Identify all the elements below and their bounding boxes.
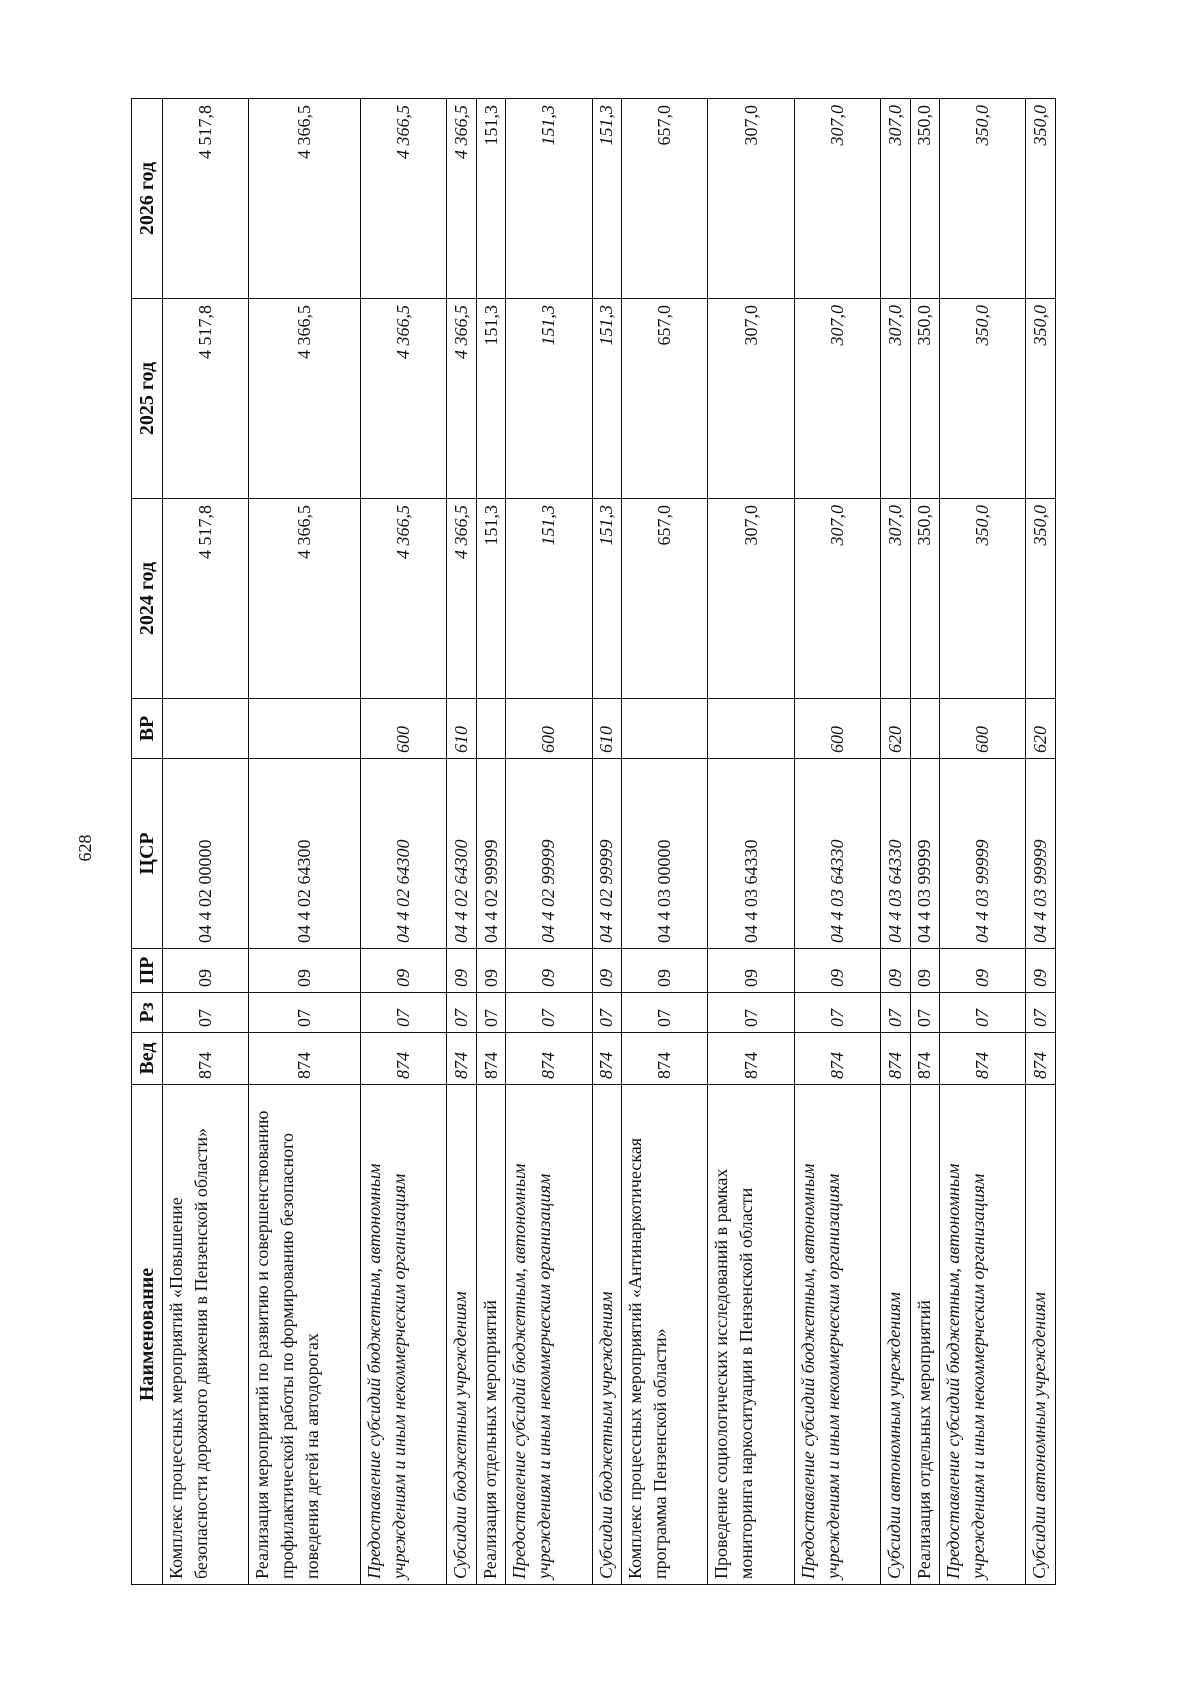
row-csr: 04 4 03 99999 <box>1026 759 1056 949</box>
row-vr <box>708 699 794 759</box>
header-pr: ПР <box>132 949 163 993</box>
row-rz: 07 <box>708 993 794 1033</box>
rotated-table-container <box>131 99 1056 1585</box>
row-2026: 4 366,5 <box>360 99 446 299</box>
row-2026: 151,3 <box>592 99 621 299</box>
row-2025: 350,0 <box>910 299 939 499</box>
table-row <box>476 99 505 1585</box>
row-csr: 04 4 02 64300 <box>360 759 446 949</box>
row-2024: 151,3 <box>506 499 592 699</box>
row-name: Субсидии автономным учреждениям <box>1026 1085 1056 1585</box>
row-rz: 07 <box>360 993 446 1033</box>
row-2025: 151,3 <box>506 299 592 499</box>
row-ved: 874 <box>163 1033 249 1085</box>
table-row <box>592 99 621 1585</box>
row-2026: 307,0 <box>708 99 794 299</box>
row-pr: 09 <box>881 949 910 993</box>
row-pr: 09 <box>163 949 249 993</box>
row-pr: 09 <box>940 949 1026 993</box>
row-ved: 874 <box>1026 1033 1056 1085</box>
row-2025: 4 366,5 <box>360 299 446 499</box>
row-vr: 620 <box>881 699 910 759</box>
row-2024: 307,0 <box>881 499 910 699</box>
row-2026: 4 517,8 <box>163 99 249 299</box>
row-2024: 657,0 <box>622 499 708 699</box>
row-2024: 307,0 <box>708 499 794 699</box>
row-2026: 350,0 <box>910 99 939 299</box>
row-csr: 04 4 03 64330 <box>881 759 910 949</box>
table-header-row <box>132 99 163 1585</box>
table-row <box>249 99 361 1585</box>
row-name: Реализация отдельных мероприятий <box>476 1085 505 1585</box>
header-2025: 2025 год <box>132 299 163 499</box>
row-ved: 874 <box>476 1033 505 1085</box>
row-2025: 307,0 <box>881 299 910 499</box>
row-vr: 600 <box>794 699 880 759</box>
row-rz: 07 <box>881 993 910 1033</box>
row-vr <box>476 699 505 759</box>
table-row <box>163 99 249 1585</box>
row-ved: 874 <box>881 1033 910 1085</box>
page-number: 628 <box>75 834 95 862</box>
row-csr: 04 4 02 00000 <box>163 759 249 949</box>
row-name: Реализация отдельных мероприятий <box>910 1085 939 1585</box>
row-2024: 4 366,5 <box>249 499 361 699</box>
row-csr: 04 4 03 64330 <box>794 759 880 949</box>
header-csr: ЦСР <box>132 759 163 949</box>
header-name: Наименование <box>132 1085 163 1585</box>
row-2024: 350,0 <box>940 499 1026 699</box>
row-2025: 350,0 <box>940 299 1026 499</box>
row-rz: 07 <box>940 993 1026 1033</box>
row-name: Субсидии бюджетным учреждениям <box>592 1085 621 1585</box>
row-name: Предоставление субсидий бюджетным, автономным учреждениям и иным некоммерческим организациям <box>360 1085 446 1585</box>
row-csr: 04 4 02 64300 <box>249 759 361 949</box>
row-2024: 4 366,5 <box>360 499 446 699</box>
row-pr: 09 <box>592 949 621 993</box>
row-2026: 307,0 <box>881 99 910 299</box>
row-pr: 09 <box>476 949 505 993</box>
row-2025: 4 517,8 <box>163 299 249 499</box>
row-ved: 874 <box>622 1033 708 1085</box>
row-vr <box>622 699 708 759</box>
table-row <box>794 99 880 1585</box>
row-name: Предоставление субсидий бюджетным, автономным учреждениям и иным некоммерческим организациям <box>940 1085 1026 1585</box>
table-row <box>360 99 446 1585</box>
row-name: Комплекс процессных мероприятий «Антинаркотическая программа Пензенской области» <box>622 1085 708 1585</box>
row-2025: 151,3 <box>592 299 621 499</box>
row-rz: 07 <box>476 993 505 1033</box>
row-rz: 07 <box>910 993 939 1033</box>
budget-table <box>131 98 1056 1585</box>
row-vr: 610 <box>447 699 476 759</box>
row-ved: 874 <box>940 1033 1026 1085</box>
row-rz: 07 <box>506 993 592 1033</box>
header-rz: Рз <box>132 993 163 1033</box>
row-2025: 307,0 <box>708 299 794 499</box>
row-csr: 04 4 02 64300 <box>447 759 476 949</box>
row-2025: 4 366,5 <box>249 299 361 499</box>
row-ved: 874 <box>506 1033 592 1085</box>
row-ved: 874 <box>910 1033 939 1085</box>
row-vr: 620 <box>1026 699 1056 759</box>
row-csr: 04 4 03 00000 <box>622 759 708 949</box>
table-row <box>622 99 708 1585</box>
row-vr <box>163 699 249 759</box>
row-2024: 151,3 <box>476 499 505 699</box>
row-pr: 09 <box>794 949 880 993</box>
row-2024: 151,3 <box>592 499 621 699</box>
row-2025: 4 366,5 <box>447 299 476 499</box>
row-pr: 09 <box>708 949 794 993</box>
row-vr: 600 <box>506 699 592 759</box>
row-name: Проведение социологических исследований в рамках мониторинга наркоситуации в Пензенской области <box>708 1085 794 1585</box>
table-row <box>940 99 1026 1585</box>
row-2024: 4 366,5 <box>447 499 476 699</box>
row-name: Предоставление субсидий бюджетным, автономным учреждениям и иным некоммерческим организациям <box>506 1085 592 1585</box>
row-name: Комплекс процессных мероприятий «Повышение безопасности дорожного движения в Пензенской области» <box>163 1085 249 1585</box>
row-ved: 874 <box>794 1033 880 1085</box>
row-csr: 04 4 03 99999 <box>940 759 1026 949</box>
row-vr <box>910 699 939 759</box>
table-row <box>1026 99 1056 1585</box>
table-row <box>447 99 476 1585</box>
row-2026: 350,0 <box>940 99 1026 299</box>
header-vr: ВР <box>132 699 163 759</box>
row-name: Субсидии бюджетным учреждениям <box>447 1085 476 1585</box>
row-vr: 600 <box>360 699 446 759</box>
table-row <box>881 99 910 1585</box>
row-rz: 07 <box>622 993 708 1033</box>
row-csr: 04 4 02 99999 <box>476 759 505 949</box>
row-ved: 874 <box>708 1033 794 1085</box>
row-pr: 09 <box>910 949 939 993</box>
row-2026: 151,3 <box>476 99 505 299</box>
row-pr: 09 <box>506 949 592 993</box>
row-rz: 07 <box>249 993 361 1033</box>
row-name: Предоставление субсидий бюджетным, автономным учреждениям и иным некоммерческим организациям <box>794 1085 880 1585</box>
row-2025: 307,0 <box>794 299 880 499</box>
row-vr: 610 <box>592 699 621 759</box>
row-2026: 4 366,5 <box>447 99 476 299</box>
row-vr <box>249 699 361 759</box>
row-2025: 350,0 <box>1026 299 1056 499</box>
row-2026: 307,0 <box>794 99 880 299</box>
row-name: Реализация мероприятий по развитию и совершенствованию профилактической работы по формированию безопасного поведения детей на автодорогах <box>249 1085 361 1585</box>
table-row <box>910 99 939 1585</box>
header-2024: 2024 год <box>132 499 163 699</box>
row-2025: 657,0 <box>622 299 708 499</box>
row-csr: 04 4 02 99999 <box>506 759 592 949</box>
row-csr: 04 4 02 99999 <box>592 759 621 949</box>
row-rz: 07 <box>163 993 249 1033</box>
row-pr: 09 <box>622 949 708 993</box>
row-2026: 4 366,5 <box>249 99 361 299</box>
header-2026: 2026 год <box>132 99 163 299</box>
row-ved: 874 <box>249 1033 361 1085</box>
row-pr: 09 <box>249 949 361 993</box>
row-pr: 09 <box>447 949 476 993</box>
row-2026: 350,0 <box>1026 99 1056 299</box>
row-2024: 350,0 <box>1026 499 1056 699</box>
table-row <box>506 99 592 1585</box>
row-ved: 874 <box>447 1033 476 1085</box>
row-vr: 600 <box>940 699 1026 759</box>
row-rz: 07 <box>447 993 476 1033</box>
row-name: Субсидии автономным учреждениям <box>881 1085 910 1585</box>
row-2024: 350,0 <box>910 499 939 699</box>
row-2024: 4 517,8 <box>163 499 249 699</box>
row-2024: 307,0 <box>794 499 880 699</box>
table-row <box>708 99 794 1585</box>
row-rz: 07 <box>592 993 621 1033</box>
row-csr: 04 4 03 64330 <box>708 759 794 949</box>
row-ved: 874 <box>592 1033 621 1085</box>
row-ved: 874 <box>360 1033 446 1085</box>
header-ved: Вед <box>132 1033 163 1085</box>
row-rz: 07 <box>794 993 880 1033</box>
row-pr: 09 <box>1026 949 1056 993</box>
row-pr: 09 <box>360 949 446 993</box>
row-2025: 151,3 <box>476 299 505 499</box>
row-csr: 04 4 03 99999 <box>910 759 939 949</box>
row-2026: 657,0 <box>622 99 708 299</box>
row-rz: 07 <box>1026 993 1056 1033</box>
row-2026: 151,3 <box>506 99 592 299</box>
